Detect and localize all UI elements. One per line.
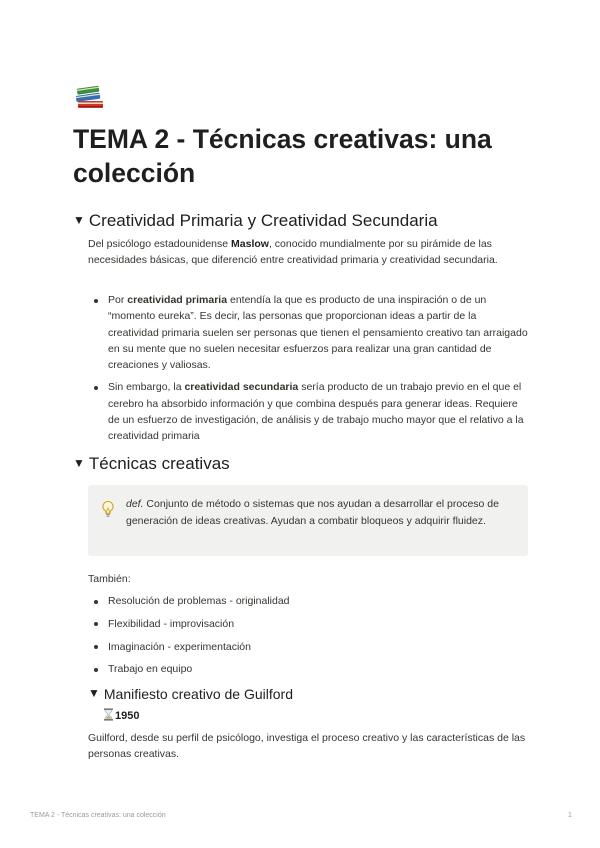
triangle-down-icon[interactable]: ▼ xyxy=(73,213,85,227)
bold-text: creatividad primaria xyxy=(127,294,228,306)
list-item: Por creatividad primaria entendía la que es producto de una inspiración o de un “momento eureka”. Es decir, las personas que proporcionan ideas a partir de la creatividad primaria suelen ser personas que tienen el pensamiento creativo tan arraigado en su mente que no suelen necesitar esfuerzos para realizar una gran cantidad de creaciones y valiosas. xyxy=(88,292,528,373)
page-title: TEMA 2 - Técnicas creativas: una colección xyxy=(73,124,492,188)
also-label: También: xyxy=(88,573,131,585)
triangle-down-icon[interactable]: ▼ xyxy=(73,456,85,470)
definition-callout xyxy=(88,485,528,556)
intro-paragraph: Del psicólogo estadounidense Maslow, conocido mundialmente por su pirámide de las necesidades básicas, que diferenció entre creatividad primaria y creatividad secundaria. xyxy=(88,238,498,267)
guilford-paragraph: Guilford, desde su perfil de psicólogo, investiga el proceso creativo y las características de las personas creativas. xyxy=(88,732,526,761)
hourglass-icon xyxy=(103,708,114,721)
list-item: Imaginación - experimentación xyxy=(88,639,528,655)
section-heading: Técnicas creativas xyxy=(88,454,230,473)
bold-text: creatividad secundaria xyxy=(184,381,299,394)
italic-text: def. xyxy=(126,498,144,510)
toggle-heading-creatividad[interactable] xyxy=(73,209,438,232)
creatividad-list xyxy=(88,292,528,445)
list-item: Flexibilidad - improvisación xyxy=(88,616,528,632)
year-label: 1950 xyxy=(103,708,139,724)
list-item: Sin embargo, la creatividad secundaria sería producto de un trabajo previo en el que el cerebro ha absorbido información y que combina después para generar ideas. Requiere de un esfuerzo de investigación, de análisis y de trabajo mucho mayor que el relativo a la creatividad primaria xyxy=(88,379,528,444)
footer-title: TEMA 2 - Técnicas creativas: una colección xyxy=(30,812,166,819)
toggle-heading-guilford[interactable] xyxy=(88,684,293,703)
page-number: 1 xyxy=(568,812,572,819)
tecnicas-list xyxy=(88,593,528,678)
books-icon xyxy=(73,80,107,114)
lightbulb-icon xyxy=(101,500,115,518)
section-heading: Creatividad Primaria y Creatividad Secundaria xyxy=(88,211,438,230)
bold-text: Maslow xyxy=(231,238,269,250)
list-item: Trabajo en equipo xyxy=(88,661,528,677)
toggle-heading-tecnicas[interactable] xyxy=(73,452,230,475)
subsection-heading: Manifiesto creativo de Guilford xyxy=(103,686,293,702)
callout-text: def. Conjunto de método o sistemas que nos ayudan a desarrollar el proceso de generación de ideas creativas. Ayudan a combatir bloqueos y adquirir fluidez. xyxy=(126,498,499,527)
list-item: Resolución de problemas - originalidad xyxy=(88,593,528,609)
triangle-down-icon[interactable]: ▼ xyxy=(88,686,100,700)
